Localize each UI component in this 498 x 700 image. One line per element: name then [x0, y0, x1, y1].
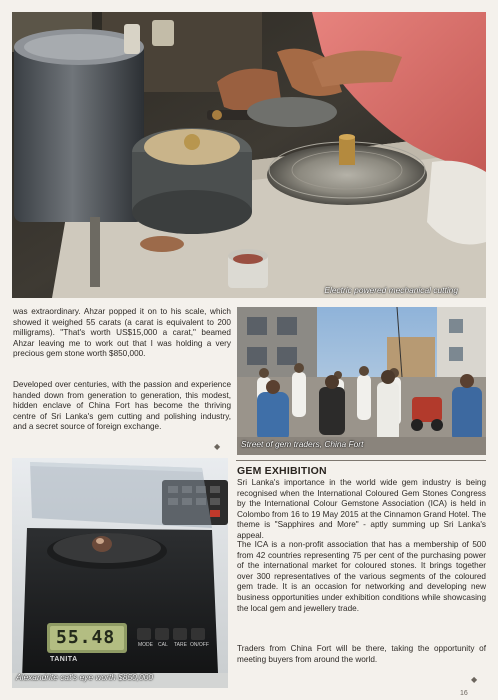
gem-cutting-photo — [12, 12, 486, 298]
street-photo — [237, 307, 486, 455]
scale-button-label: CAL — [158, 642, 168, 648]
ornament: ◆ — [471, 675, 478, 684]
photo-caption: Alexandrite cat's eye worth $850,000 — [16, 672, 154, 682]
body-paragraph: was extraordinary. Ahzar popped it on to his scale, which showed it weighed 55 carats (a carat is equivalent to 200 milligrams). "That's worth US$15,000 a carat," beamed Ahzar leaving me to work out that I was holding a very precious gem stone worth $850,000. — [13, 307, 231, 359]
section-top-rule — [236, 460, 486, 461]
body-paragraph: Developed over centuries, with the passion and experience handed down from generation to generation, this modest, hidden enclave of China Fort has become the thriving centre of Sri Lanka's gem cutting and polishing industry, and a secret source of foreign exchange. — [13, 380, 231, 432]
body-paragraph: Sri Lanka's importance in the world wide gem industry is being recognised when the International Coloured Gem Stones Congress by the International Colour Gemstone Association (ICA) is held in Colombo from 16 to 19 May 2015 at the Cinnamon Grand Hotel. The theme is "Sapphires and More" - aptly summing up Sri Lanka's appeal. — [237, 478, 486, 540]
page-number: 16 — [460, 690, 468, 697]
ornament: ◆ — [214, 442, 221, 451]
scale-button-label: MODE — [138, 642, 153, 648]
photo-caption: Electric powered mechanical cutting — [324, 285, 458, 295]
scale-button-label: ON/OFF — [190, 642, 209, 648]
scale-brand-label: TANITA — [50, 656, 78, 663]
section-heading: GEM EXHIBITION — [237, 465, 327, 477]
body-paragraph: Traders from China Fort will be there, taking the opportunity of meeting buyers from around the world. — [237, 644, 486, 664]
photo-caption: Street of gem traders, China Fort — [241, 439, 364, 449]
scale-photo — [12, 458, 228, 688]
body-paragraph: The ICA is a non-profit association that has a membership of 500 from 42 countries representing 75 per cent of the purchasing power of the international market for coloured stones. It brings together over 300 representatives of the various segments of the coloured gem trade. It is an occasion for networking and developing new business opportunities under exhibition conditions while showcasing the local gem and jewellery trade. — [237, 540, 486, 613]
scale-display-readout: 55.48 — [56, 627, 116, 648]
scale-button-label: TARE — [174, 642, 187, 648]
